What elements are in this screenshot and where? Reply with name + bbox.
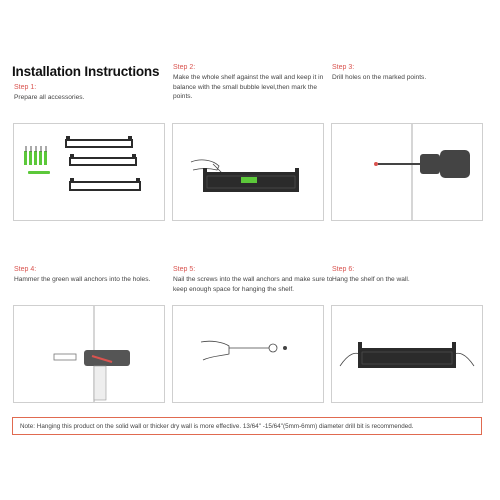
step-3-image [331, 123, 483, 221]
step-6-text: Hang the shelf on the wall. [332, 276, 410, 283]
step-1-label: Step 1: [14, 84, 37, 91]
step-5-image [172, 305, 324, 403]
step-2-image [172, 123, 324, 221]
step-3-label: Step 3: [332, 64, 355, 71]
step-1-text: Prepare all accessories. [14, 94, 85, 101]
step-1-image [13, 123, 165, 221]
step-6-image [331, 305, 483, 403]
drill [378, 150, 470, 178]
step-2-text: Make the whole shelf against the wall and keep it in balance with the small bubble level,then mark the points. [173, 74, 324, 101]
wall-anchors-and-screws [24, 151, 50, 174]
step-4-text: Hammer the green wall anchors into the holes. [14, 276, 151, 283]
shelf-small [66, 140, 140, 190]
page-title: Installation Instructions [12, 64, 160, 79]
shelf [358, 348, 456, 368]
step-2-label: Step 2: [173, 64, 196, 71]
step-5-text: Nail the screws into the wall anchors and make sure to keep enough space for hanging the shelf. [173, 276, 333, 293]
step-4-image [13, 305, 165, 403]
bubble-level [241, 177, 257, 183]
step-5-label: Step 5: [173, 266, 196, 273]
step-3-text: Drill holes on the marked points. [332, 74, 427, 81]
anchor [54, 354, 76, 360]
hammer [84, 350, 130, 400]
note-box: Note: Hanging this product on the solid wall or thicker dry wall is more effective. 13/64'' -15/64''(5mm-6mm) diameter drill bit is recommended. [12, 417, 482, 435]
step-6-label: Step 6: [332, 266, 355, 273]
hand-with-screw [201, 341, 269, 360]
step-4-label: Step 4: [14, 266, 37, 273]
